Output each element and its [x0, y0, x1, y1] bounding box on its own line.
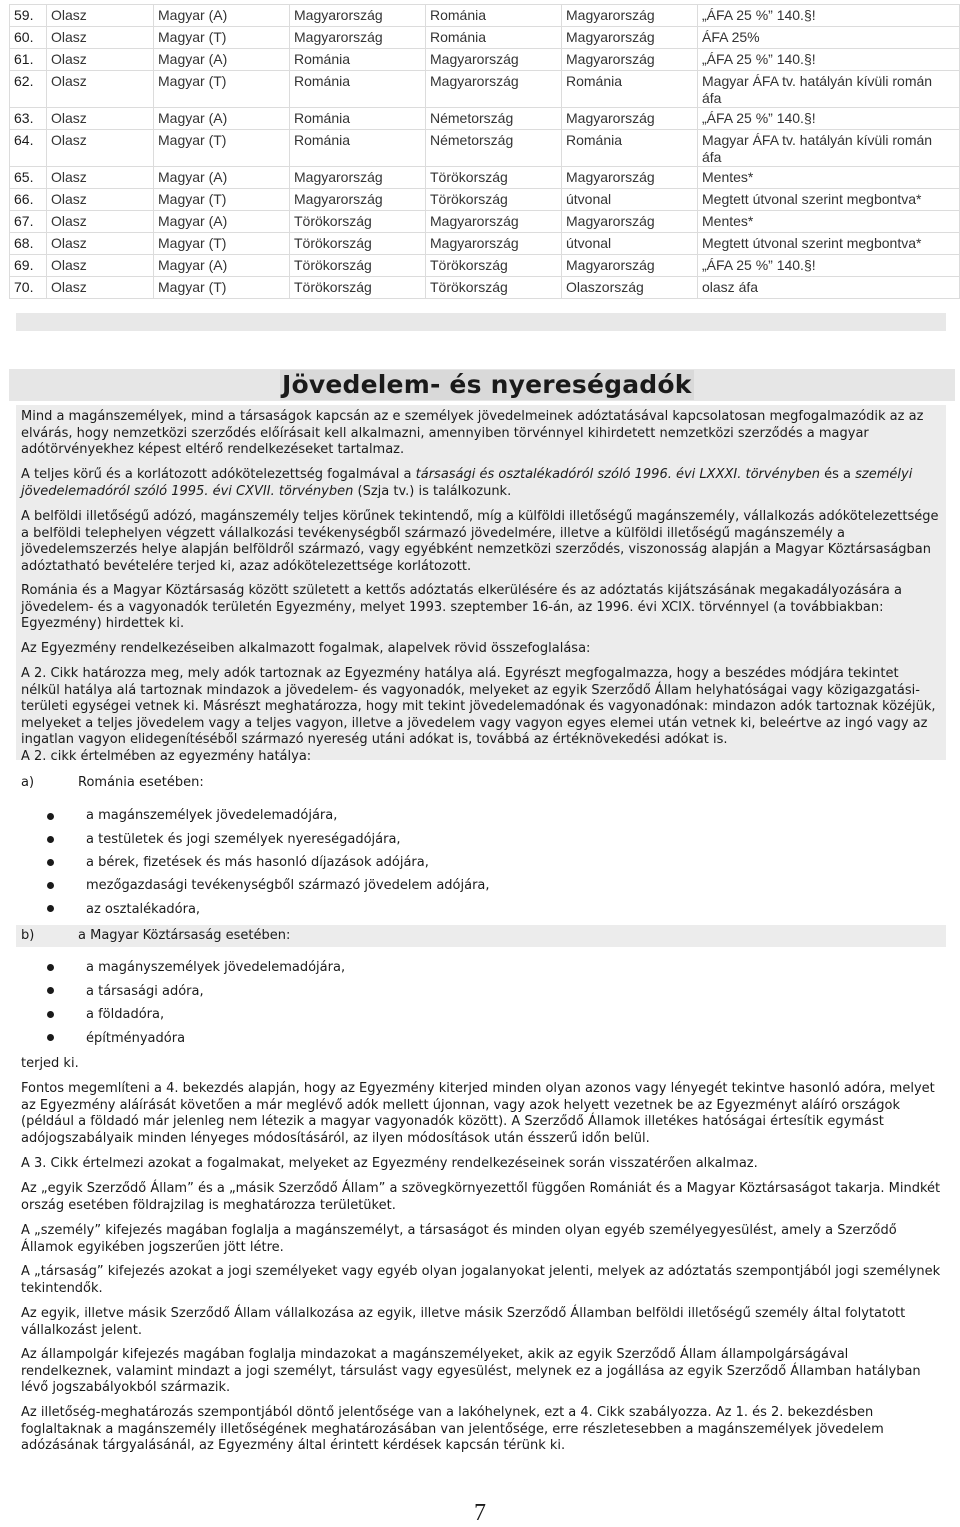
table-cell: Magyarország — [426, 49, 562, 71]
table-cell: Magyarország — [426, 211, 562, 233]
table-cell: Törökország — [426, 189, 562, 211]
table-cell: Olasz — [47, 27, 154, 49]
table-cell: Magyar (T) — [154, 189, 290, 211]
bullet-icon — [47, 1034, 54, 1041]
table-cell: Olasz — [47, 211, 154, 233]
table-cell: Németország — [426, 130, 562, 167]
list-label-romania: Románia esetében: — [78, 775, 204, 790]
list-item: a bérek, fizetések és más hasonló díjazások adójára, — [86, 855, 429, 870]
paragraph-9: A 3. Cikk értelmezi azokat a fogalmakat, melyeket az Egyezmény rendelkezéseinek során visszatérően alkalmaz. — [21, 1156, 758, 1171]
table-cell: 62. — [10, 71, 47, 108]
table-cell: Magyar (T) — [154, 277, 290, 299]
table-cell: Magyarország — [562, 211, 698, 233]
bullet-icon — [47, 1011, 54, 1018]
table-cell: 60. — [10, 27, 47, 49]
page-number: 7 — [474, 1500, 486, 1526]
paragraph-14: Az állampolgár kifejezés magában foglalja mindazokat a magánszemélyeket, akik az egyik Szerződő Állam állampolgárságával rendelkeznek, valamint mindazt a jogi személyt, társulást vagy egyesülést, melynek ez a jogállása az egyik Szerződő Államban hatályban lévő jogszabályokból származik. — [21, 1347, 921, 1396]
table-row — [10, 211, 960, 233]
table-cell: Románia — [290, 49, 426, 71]
table-cell: Magyarország — [290, 167, 426, 189]
paragraph-11: A „személy” kifejezés magában foglalja a magánszemélyt, a társaságot és minden olyan egyéb személyegyesülést, amely a Szerződő Államok egyikében jogszerűen jött létre. — [21, 1223, 897, 1255]
table-cell: Törökország — [426, 167, 562, 189]
table-cell: Magyarország — [290, 189, 426, 211]
table-cell: Románia — [562, 130, 698, 167]
table-row — [10, 255, 960, 277]
table-cell: Magyarország — [562, 255, 698, 277]
table-cell: 70. — [10, 277, 47, 299]
table-cell: 65. — [10, 167, 47, 189]
bullet-icon — [47, 859, 54, 866]
paragraph-4: Románia és a Magyar Köztársaság között született a kettős adóztatás elkerülésére és az adóztatás kijátszásának megakadályozására a jövedelem- és a vagyonadók területén Egyezmény, melyet 1993. szeptember 16-án, az 1996. évi XCIX. törvénnyel (a továbbiakban: Egyezmény) hirdettek ki. — [21, 583, 902, 632]
table-cell: Magyar (A) — [154, 211, 290, 233]
table-cell: „ÁFA 25 %” 140.§! — [698, 108, 960, 130]
list-item: a magánszemélyek jövedelemadójára, — [86, 808, 338, 823]
table-cell: 61. — [10, 49, 47, 71]
table-cell: Olaszország — [562, 277, 698, 299]
table-row — [10, 233, 960, 255]
table-cell: Törökország — [426, 255, 562, 277]
table-cell: Románia — [290, 71, 426, 108]
table-cell: Magyar (A) — [154, 49, 290, 71]
table-cell: Magyarország — [562, 108, 698, 130]
terjed-ki: terjed ki. — [21, 1056, 79, 1071]
table-cell: Magyar ÁFA tv. hatályán kívüli román áfa — [698, 130, 960, 167]
paragraph-13: Az egyik, illetve másik Szerződő Állam vállalkozása az egyik, illetve másik Szerződő Államban belföldi illetőségű személy által folytatott vállalkozást jelent. — [21, 1306, 906, 1338]
table-cell: Törökország — [290, 211, 426, 233]
table-cell: Olasz — [47, 233, 154, 255]
paragraph-7: A 2. cikk értelmében az egyezmény hatálya: — [21, 749, 312, 764]
bullet-icon — [47, 905, 54, 912]
table-cell: Megtett útvonal szerint megbontva* — [698, 233, 960, 255]
table-cell: útvonal — [562, 233, 698, 255]
bullet-icon — [47, 882, 54, 889]
table-cell: Olasz — [47, 255, 154, 277]
table-cell: „ÁFA 25 %” 140.§! — [698, 255, 960, 277]
table-cell: Magyarország — [562, 27, 698, 49]
table-cell: Magyar (A) — [154, 108, 290, 130]
table-cell: Románia — [426, 5, 562, 27]
table-cell: Magyar (T) — [154, 130, 290, 167]
paragraph-3: A belföldi illetőségű adózó, magánszemély teljes körűnek tekintendő, míg a külföldi illetőségű magánszemély, vállalkozás adókötelezettsége a belföldi telephelyen végzett vállalkozási tevékenységből származó jövedelmére, illetve a külföldi illetőségű magánszemély a jövedelemszerzés helye alapján belföldről származó, vagy egyébként nemzetközi szerződés, viszonosság alapján a Magyar Köztársaságban adóztatható bevételére terjed ki, azaz adókötelezettsége korlátozott. — [21, 509, 939, 574]
table-cell: „ÁFA 25 %” 140.§! — [698, 5, 960, 27]
list-marker-a: a) — [21, 775, 35, 790]
table-cell: Olasz — [47, 167, 154, 189]
table-cell: Magyar (A) — [154, 167, 290, 189]
table-cell: 69. — [10, 255, 47, 277]
bullet-icon — [47, 836, 54, 843]
paragraph-1: Mind a magánszemélyek, mind a társaságok kapcsán az e személyek jövedelmeinek adóztatásával kapcsolatosan megfogalmazódik az az elvárás, hogy nemzetközi szerződés előírásait kell alkalmazni, amennyiben törvénnyel kihirdetett nemzetközi szerződés a magyar adótörvényekhez képest eltérő rendelkezéseket tartalmaz. — [21, 409, 924, 458]
table-cell: Törökország — [290, 277, 426, 299]
table-cell: Románia — [290, 108, 426, 130]
list-label-hungary: a Magyar Köztársaság esetében: — [78, 928, 291, 943]
table-row — [10, 71, 960, 108]
list-item: az osztalékadóra, — [86, 902, 201, 917]
table-row — [10, 189, 960, 211]
table-cell: Olasz — [47, 277, 154, 299]
gray-separator-bar — [16, 313, 946, 331]
table-cell: Magyarország — [426, 233, 562, 255]
table-cell: Olasz — [47, 5, 154, 27]
table-cell: Magyarország — [290, 5, 426, 27]
table-row — [10, 167, 960, 189]
list-item: a magányszemélyek jövedelemadójára, — [86, 960, 346, 975]
table-cell: Olasz — [47, 189, 154, 211]
table-cell: Románia — [290, 130, 426, 167]
bullet-icon — [47, 964, 54, 971]
table-cell: Magyarország — [562, 49, 698, 71]
paragraph-10: Az „egyik Szerződő Állam” és a „másik Szerződő Állam” a szövegkörnyezettől függően Romániát és a Magyar Köztársaságot takarja. Mindkét ország esetében földrajzilag is meghatározza területüket. — [21, 1181, 941, 1213]
list-marker-b: b) — [21, 928, 35, 943]
table-cell: Magyar (A) — [154, 255, 290, 277]
table-cell: 63. — [10, 108, 47, 130]
table-cell: Olasz — [47, 130, 154, 167]
table-cell: Magyarország — [562, 167, 698, 189]
list-item: a testületek és jogi személyek nyereségadójára, — [86, 832, 401, 847]
table-cell: 67. — [10, 211, 47, 233]
table-cell: Mentes* — [698, 167, 960, 189]
table-cell: Olasz — [47, 71, 154, 108]
table-cell: Törökország — [290, 233, 426, 255]
bullet-icon — [47, 987, 54, 994]
table-cell: Olasz — [47, 108, 154, 130]
table-cell: Magyar (T) — [154, 233, 290, 255]
list-item: a földadóra, — [86, 1007, 165, 1022]
table-cell: Magyar (T) — [154, 71, 290, 108]
table-row — [10, 49, 960, 71]
vat-table — [9, 4, 960, 299]
table-cell: Mentes* — [698, 211, 960, 233]
table-cell: Magyar (A) — [154, 5, 290, 27]
table-cell: Magyarország — [562, 5, 698, 27]
table-cell: olasz áfa — [698, 277, 960, 299]
paragraph-5: Az Egyezmény rendelkezéseiben alkalmazott fogalmak, alapelvek rövid összefoglalása: — [21, 641, 591, 656]
table-cell: Magyarország — [426, 71, 562, 108]
table-cell: ÁFA 25% — [698, 27, 960, 49]
table-row — [10, 277, 960, 299]
table-cell: Megtett útvonal szerint megbontva* — [698, 189, 960, 211]
list-item: építményadóra — [86, 1031, 186, 1046]
table-row — [10, 27, 960, 49]
table-cell: Törökország — [426, 277, 562, 299]
paragraph-15: Az illetőség-meghatározás szempontjából döntő jelentősége van a lakóhelynek, ezt a 4. Cikk szabályozza. Az 1. és 2. bekezdésben foglaltaknak a magánszemély illetőségének meghatározásában van jelentősége, erre részletesebben a magánszemélyek jövedelem adózásának tárgyalásánál, az Egyezmény által érintett kérdések kapcsán térünk ki. — [21, 1405, 884, 1454]
section-title: Jövedelem- és nyereségadók — [282, 370, 692, 399]
table-cell: Olasz — [47, 49, 154, 71]
table-cell: 68. — [10, 233, 47, 255]
paragraph-2: A teljes körű és a korlátozott adókötelezettség fogalmával a társasági és osztalékadóról szóló 1996. évi LXXXI. törvényben és a személyi jövedelemadóról szóló 1995. évi CXVII. törvényben (Szja tv.) is találkozunk. — [21, 467, 913, 499]
table-cell: „ÁFA 25 %” 140.§! — [698, 49, 960, 71]
table-cell: 59. — [10, 5, 47, 27]
paragraph-12: A „társaság” kifejezés azokat a jogi személyeket vagy egyéb olyan jogalanyokat jelenti, melyek az adóztatás szempontjából jogi személynek tekintendők. — [21, 1264, 941, 1296]
table-cell: Németország — [426, 108, 562, 130]
table-row — [10, 108, 960, 130]
table-cell: Törökország — [290, 255, 426, 277]
table-cell: 64. — [10, 130, 47, 167]
table-row — [10, 130, 960, 167]
table-cell: Magyarország — [290, 27, 426, 49]
list-item: a társasági adóra, — [86, 984, 204, 999]
list-item: mezőgazdasági tevékenységből származó jövedelem adójára, — [86, 878, 490, 893]
table-cell: Magyar (T) — [154, 27, 290, 49]
paragraph-6: A 2. Cikk határozza meg, mely adók tartoznak az Egyezmény hatálya alá. Egyrészt megfogalmazza, hogy a beszédes módjára tekintet nélkül hatálya alá tartoznak mindazok a jövedelem- és vagyonadók, melyeket az egyik Szerződő Állam helyhatóságai vagy közigazgatási-területi egységei vetnek ki. Másrészt meghatározza, hogy mit tekint jövedelemadónak és vagyonadónak: mindazon adók tartoznak közéjük, melyeket a teljes jövedelem vagy a teljes vagyon, illetve a jövedelem vagy vagyon egyes elemei után vetnek ki, beleértve az ingó vagy az ingatlan vagyon elidegenítéséből származó nyereség utáni adókat is, továbbá az értéknövekedési adókat is. — [21, 666, 936, 748]
table-cell: Románia — [426, 27, 562, 49]
paragraph-8: Fontos megemlíteni a 4. bekezdés alapján, hogy az Egyezmény kiterjed minden olyan azonos vagy lényegét tekintve hasonló adóra, melyet az Egyezmény aláírását követően a már meglévő adók mellett újonnan, vagy azok helyett vezetnek be az Egyezményt aláíró országok (például a földadó már jelenleg nem létezik a magyar vagyonadók között). A Szerződő Államok illetékes hatóságai értesítik egymást adójogszabályaik minden lényeges módosításáról, az ilyen módosítások után ésszerű időn belül. — [21, 1081, 935, 1146]
table-row — [10, 5, 960, 27]
table-cell: útvonal — [562, 189, 698, 211]
table-cell: Románia — [562, 71, 698, 108]
table-cell: Magyar ÁFA tv. hatályán kívüli román áfa — [698, 71, 960, 108]
table-cell: 66. — [10, 189, 47, 211]
bullet-icon — [47, 813, 54, 820]
